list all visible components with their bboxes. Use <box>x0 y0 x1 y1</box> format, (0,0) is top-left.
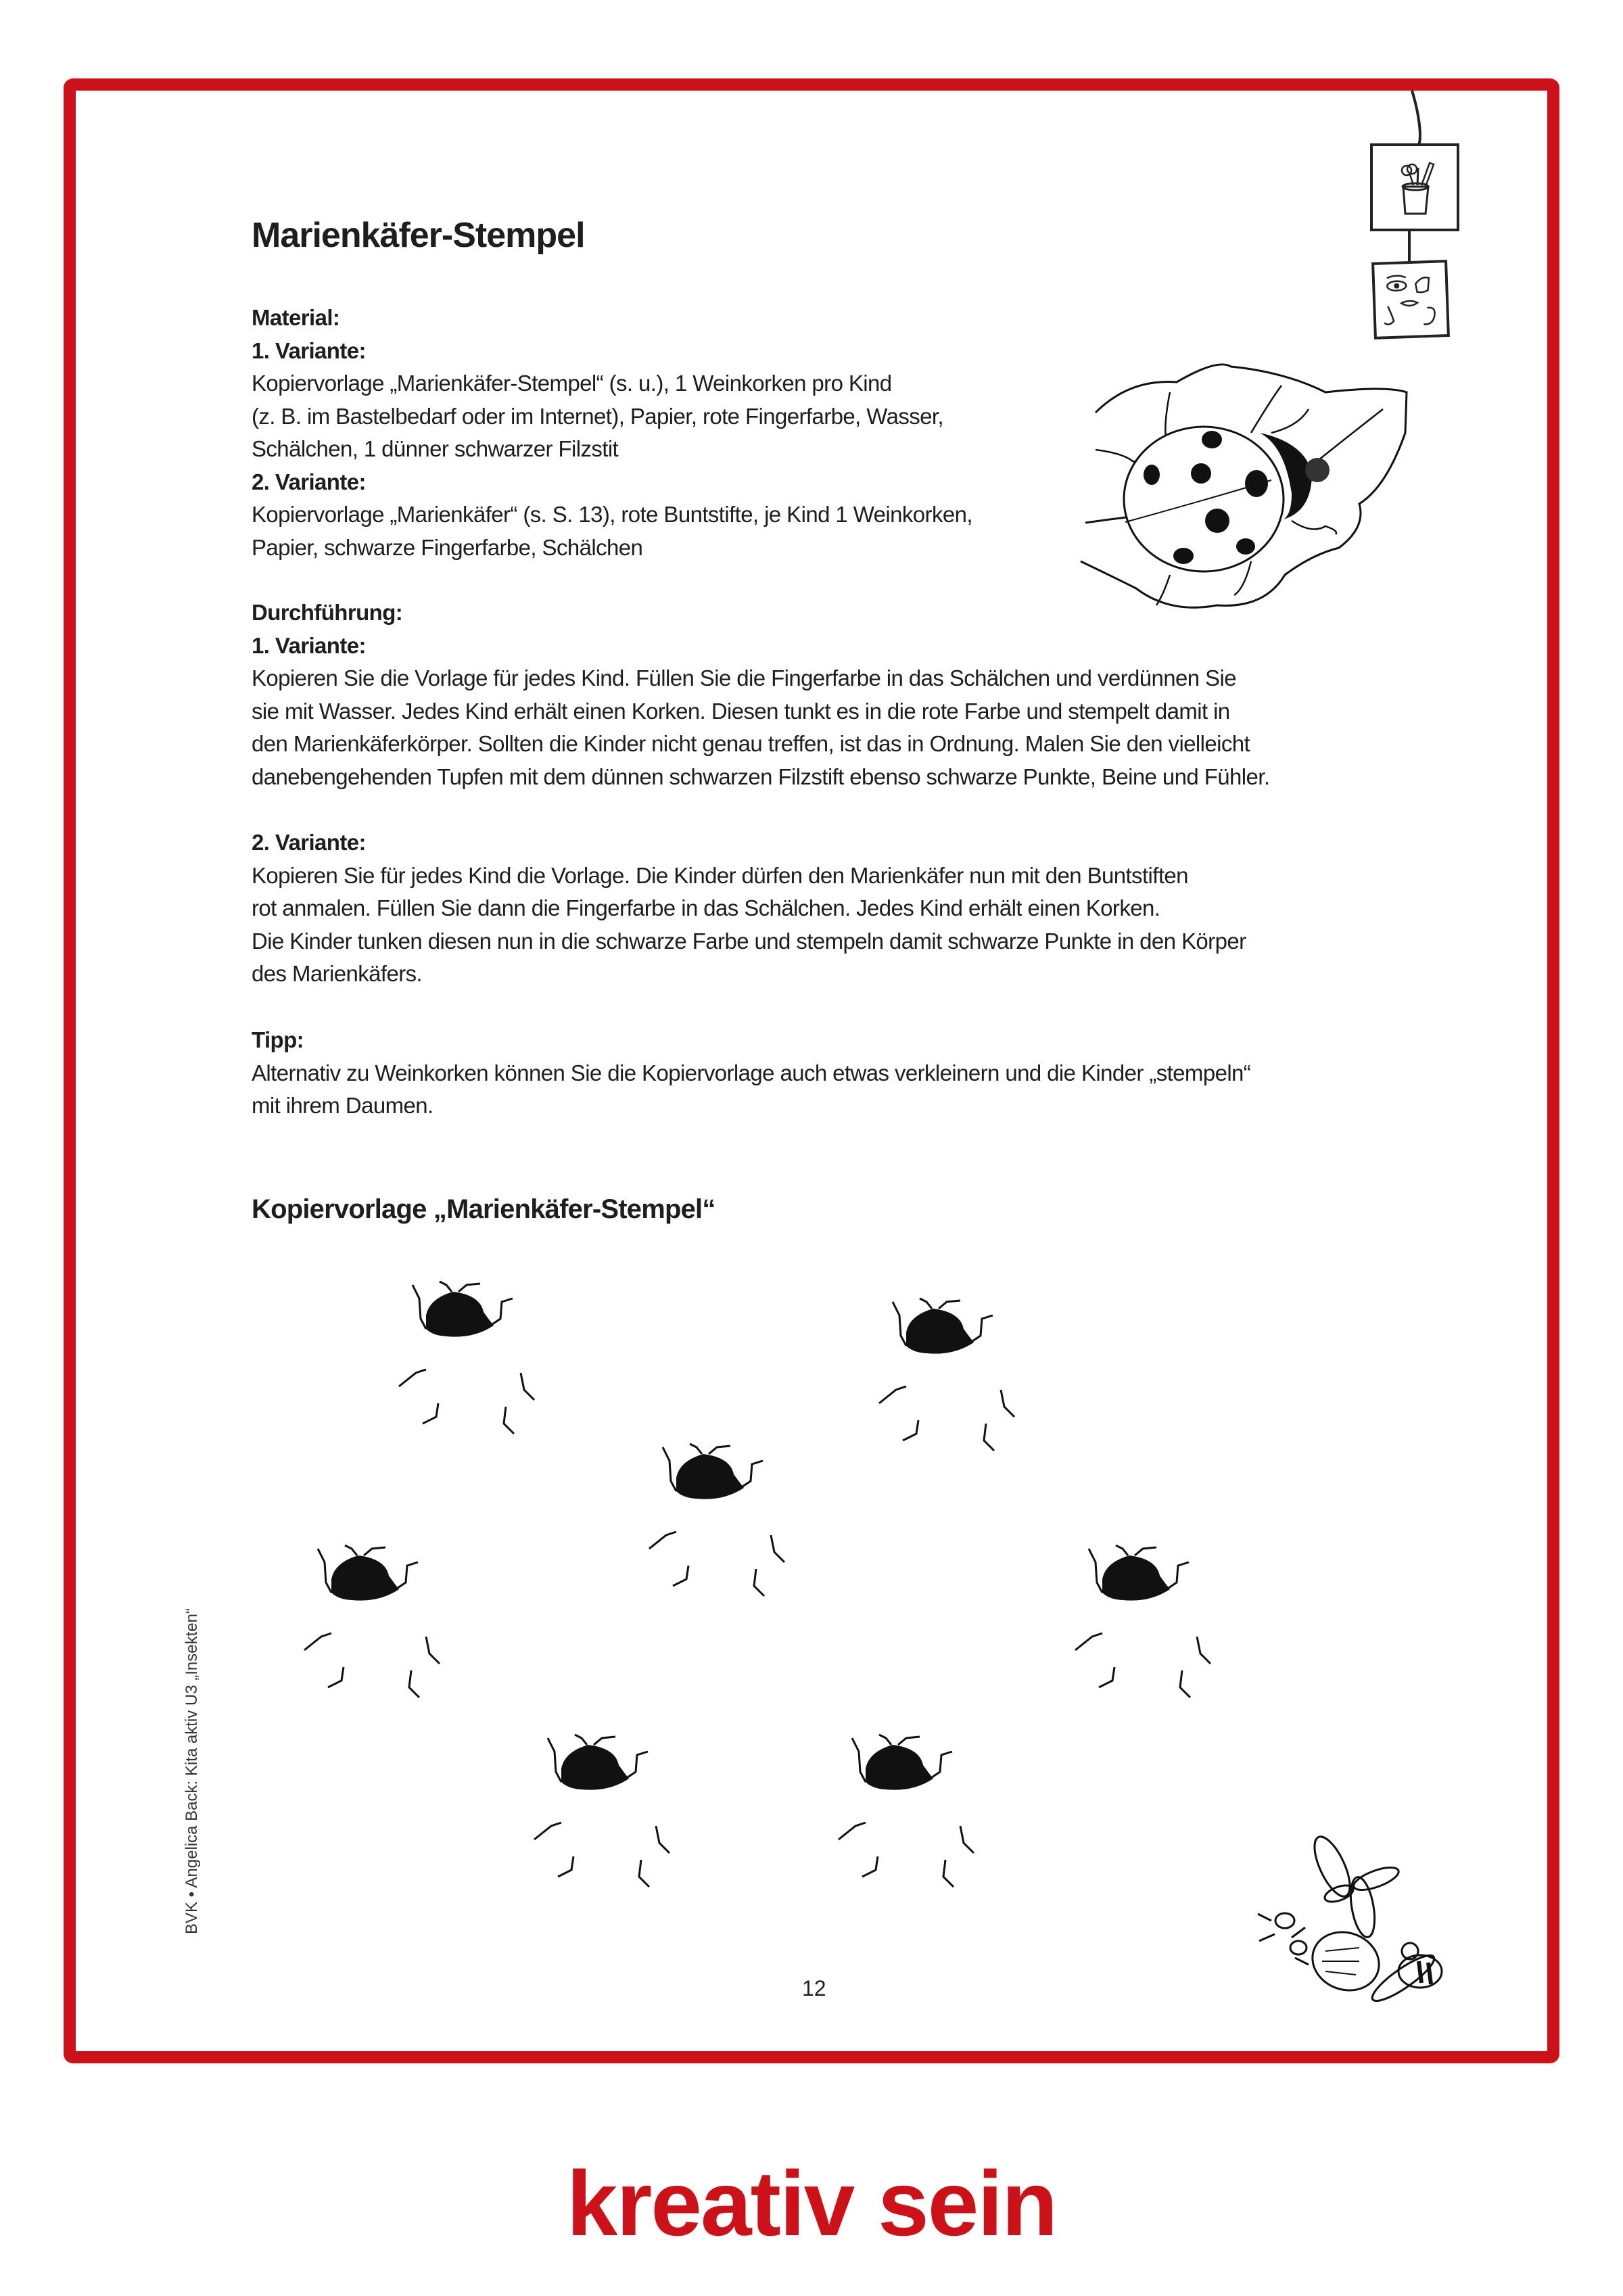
footer-brand: kreativ sein <box>566 2152 1057 2255</box>
procedure-variant1-line: Kopieren Sie die Vorlage für jedes Kind. Füllen Sie die Fingerfarbe in das Schälchen und verdünnen Sie <box>252 665 1236 690</box>
procedure-variant1-line: danebengehenden Tupfen mit dem dünnen schwarzen Filzstift ebenso schwarze Punkte, Beine und Fühler. <box>252 764 1270 789</box>
tip-section <box>252 1024 1250 1123</box>
ladybug-stamp-outline <box>1055 1535 1258 1718</box>
procedure-section <box>252 596 1269 793</box>
procedure-variant2-heading: 2. Variante: <box>252 830 366 855</box>
insects-group-illustration <box>1244 1826 1467 2015</box>
ladybug-on-leaf-illustration <box>1068 352 1407 622</box>
material-section <box>252 302 972 564</box>
ladybug-stamp-outline <box>859 1288 1062 1471</box>
senses-face-icon <box>1371 260 1450 339</box>
ladybug-stamp-outline <box>379 1271 582 1454</box>
material-variant1-heading: 1. Variante: <box>252 337 366 363</box>
pencil-cup-icon <box>1370 143 1459 231</box>
procedure-variant1-line: sie mit Wasser. Jedes Kind erhält einen Korken. Diesen tunkt es in die rote Farbe und stempelt damit in <box>252 698 1230 724</box>
tip-heading: Tipp: <box>252 1027 304 1052</box>
procedure-variant1-line: den Marienkäferkörper. Sollten die Kinder nicht genau treffen, ist das in Ordnung. Malen Sie den vielleicht <box>252 731 1250 756</box>
page-number: 12 <box>802 1976 826 2000</box>
material-heading: Material: <box>252 305 340 330</box>
material-variant2-heading: 2. Variante: <box>252 469 366 494</box>
material-variant1-line: (z. B. im Bastelbedarf oder im Internet), Papier, rote Fingerfarbe, Wasser, <box>252 403 944 429</box>
procedure-variant2-section <box>252 826 1246 991</box>
ladybug-stamp-outline <box>514 1725 717 1907</box>
tip-line: Alternativ zu Weinkorken können Sie die Kopiervorlage auch etwas verkleinern und die Kinder „stempeln“ <box>252 1060 1251 1085</box>
procedure-variant2-line: des Marienkäfers. <box>252 961 423 986</box>
material-variant2-line: Kopiervorlage „Marienkäfer“ (s. S. 13), rote Buntstifte, je Kind 1 Weinkorken, <box>252 502 972 527</box>
material-variant1-line: Kopiervorlage „Marienkäfer-Stempel“ (s. u.), 1 Weinkorken pro Kind <box>252 371 892 396</box>
procedure-variant2-line: rot anmalen. Füllen Sie dann die Fingerfarbe in das Schälchen. Jedes Kind erhält einen Korken. <box>252 895 1160 920</box>
procedure-variant1-heading: 1. Variante: <box>252 632 366 658</box>
procedure-variant2-line: Die Kinder tunken diesen nun in die schwarze Farbe und stempeln damit schwarze Punkte in den Körper <box>252 928 1246 954</box>
side-credit: BVK • Angelica Back: Kita aktiv U3 „Insekten“ <box>183 1608 201 1934</box>
template-heading: Kopiervorlage „Marienkäfer-Stempel“ <box>252 1194 715 1224</box>
ladybug-stamp-outline <box>284 1535 487 1718</box>
material-variant2-line: Papier, schwarze Fingerfarbe, Schälchen <box>252 534 643 560</box>
ladybug-stamp-outline <box>818 1725 1021 1907</box>
procedure-heading: Durchführung: <box>252 600 403 625</box>
ladybug-stamp-outline <box>629 1434 832 1616</box>
material-variant1-line: Schälchen, 1 dünner schwarzer Filzstit <box>252 436 619 461</box>
page-title: Marienkäfer-Stempel <box>252 216 585 255</box>
procedure-variant2-line: Kopieren Sie für jedes Kind die Vorlage. Die Kinder dürfen den Marienkäfer nun mit den Buntstiften <box>252 862 1188 888</box>
tip-line: mit ihrem Daumen. <box>252 1093 433 1118</box>
